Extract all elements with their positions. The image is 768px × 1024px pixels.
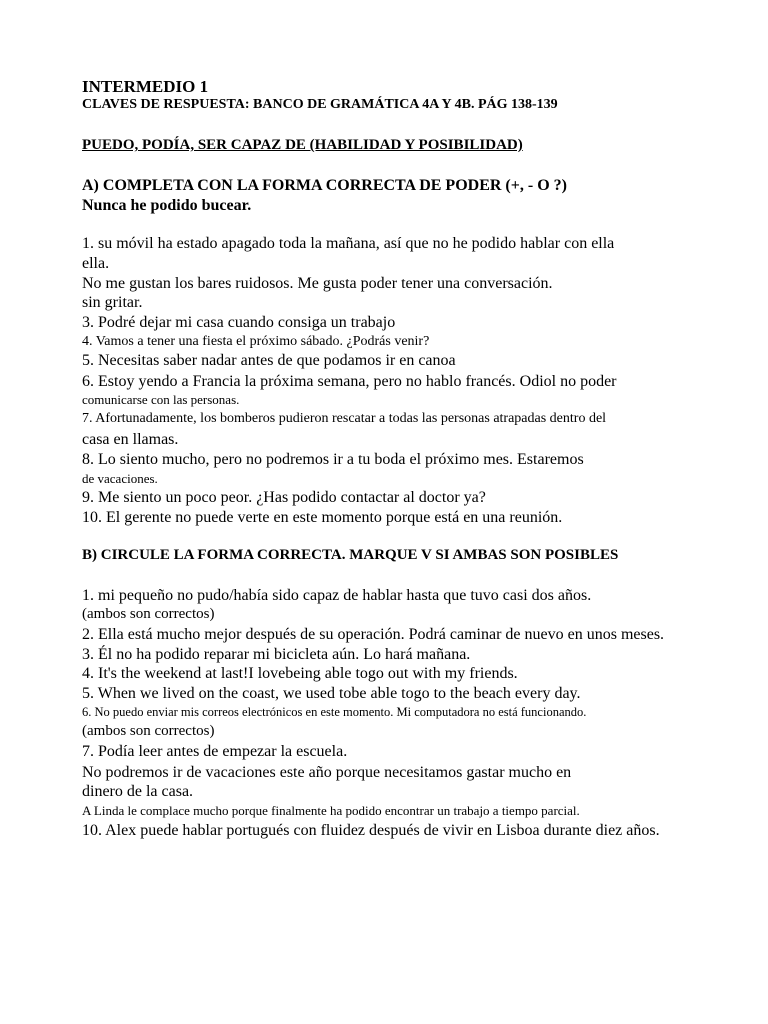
section-a-line: de vacaciones. bbox=[82, 471, 158, 486]
section-a-line: sin gritar. bbox=[82, 294, 143, 311]
topic-heading: PUEDO, PODÍA, SER CAPAZ DE (HABILIDAD Y POSIBILIDAD) bbox=[82, 137, 523, 153]
document-title: INTERMEDIO 1 bbox=[82, 77, 209, 96]
document-page bbox=[82, 0, 752, 1024]
section-a-line: 4. Vamos a tener una fiesta el próximo sábado. ¿Podrás venir? bbox=[82, 334, 430, 349]
section-b-line: 3. Él no ha podido reparar mi bicicleta aún. Lo hará mañana. bbox=[82, 646, 471, 663]
section-b-line: dinero de la casa. bbox=[82, 783, 194, 800]
section-b-line: 10. Alex puede hablar portugués con fluidez después de vivir en Lisboa durante diez años. bbox=[82, 822, 660, 839]
section-a-line: 10. El gerente no puede verte en este momento porque está en una reunión. bbox=[82, 509, 563, 526]
section-a-line: 7. Afortunadamente, los bomberos pudieron rescatar a todas las personas atrapadas dentro del bbox=[82, 411, 607, 426]
section-b-line: 2. Ella está mucho mejor después de su operación. Podrá caminar de nuevo en unos meses. bbox=[82, 626, 665, 643]
section-a-line: ella. bbox=[82, 255, 110, 272]
section-a-line: 3. Podré dejar mi casa cuando consiga un trabajo bbox=[82, 314, 396, 331]
section-b-line: (ambos son correctos) bbox=[82, 606, 215, 622]
section-a-line: 6. Estoy yendo a Francia la próxima semana, pero no hablo francés. Odiol no poder bbox=[82, 373, 617, 390]
document-subtitle: CLAVES DE RESPUESTA: BANCO DE GRAMÁTICA 4A Y 4B. PÁG 138-139 bbox=[82, 97, 558, 112]
section-b-line: No podremos ir de vacaciones este año porque necesitamos gastar mucho en bbox=[82, 764, 572, 781]
section-a-line: 9. Me siento un poco peor. ¿Has podido contactar al doctor ya? bbox=[82, 489, 486, 506]
section-a-line: 5. Necesitas saber nadar antes de que podamos ir en canoa bbox=[82, 352, 456, 369]
section-b-line: 5. When we lived on the coast, we used tobe able togo to the beach every day. bbox=[82, 685, 581, 702]
section-b-line: 1. mi pequeño no pudo/había sido capaz de hablar hasta que tuvo casi dos años. bbox=[82, 587, 592, 604]
section-a-line: No me gustan los bares ruidosos. Me gusta poder tener una conversación. bbox=[82, 275, 553, 292]
section-b-line: 6. No puedo enviar mis correos electrónicos en este momento. Mi computadora no está funcionando. bbox=[82, 705, 587, 719]
section-a-example: Nunca he podido bucear. bbox=[82, 197, 252, 214]
section-a-line: 8. Lo siento mucho, pero no podremos ir a tu boda el próximo mes. Estaremos bbox=[82, 451, 584, 468]
section-a-line: comunicarse con las personas. bbox=[82, 392, 240, 407]
section-a-line: 1. su móvil ha estado apagado toda la mañana, así que no he podido hablar con ella bbox=[82, 235, 615, 252]
section-a-heading: A) COMPLETA CON LA FORMA CORRECTA DE PODER (+, - O ?) bbox=[82, 177, 567, 194]
section-b-line: A Linda le complace mucho porque finalmente ha podido encontrar un trabajo a tiempo parcial. bbox=[82, 803, 580, 818]
section-b-heading: B) CIRCULE LA FORMA CORRECTA. MARQUE V SI AMBAS SON POSIBLES bbox=[82, 547, 619, 563]
section-a-line: casa en llamas. bbox=[82, 431, 179, 448]
section-b-line: 4. It's the weekend at last!I lovebeing able togo out with my friends. bbox=[82, 665, 518, 682]
section-b-line: (ambos son correctos) bbox=[82, 723, 215, 739]
section-b-line: 7. Podía leer antes de empezar la escuela. bbox=[82, 743, 348, 760]
